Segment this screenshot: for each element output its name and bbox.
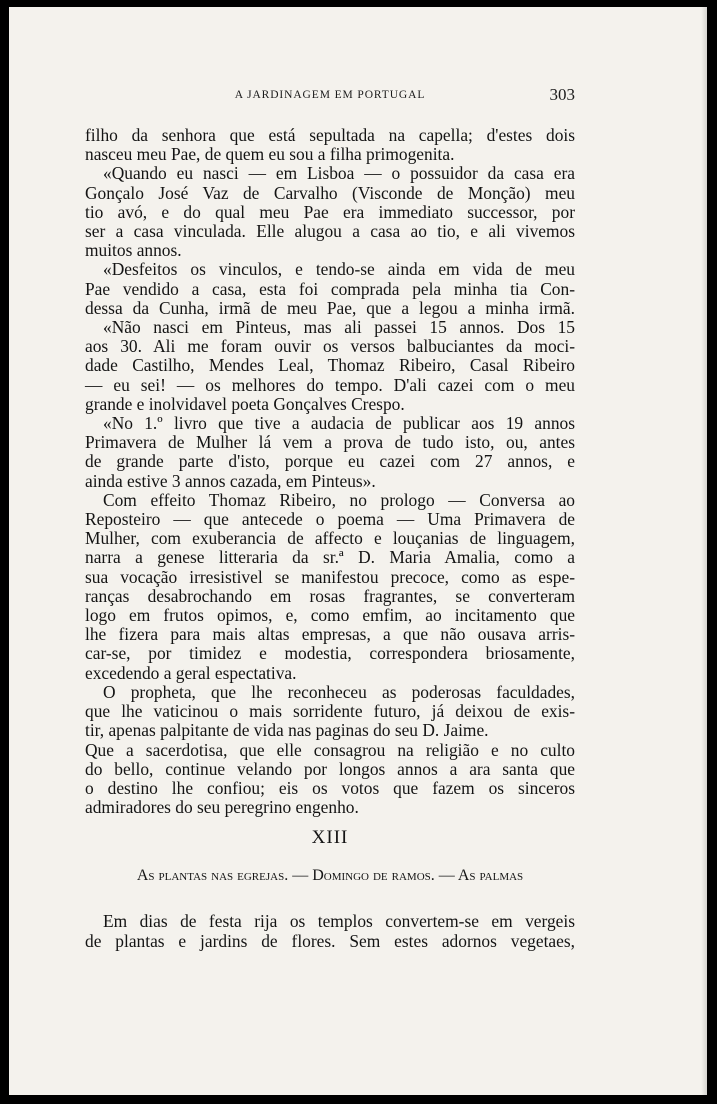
text-line: sua vocação irresistivel se manifestou precoce, como as espe-	[85, 566, 575, 587]
text-line: ser a casa vinculada. Elle alugou a casa ao tio, e ali vivemos	[85, 221, 575, 242]
text-line: dessa da Cunha, irmã de meu Pae, que a legou a minha irmã.	[85, 297, 575, 318]
text-line: lhe fizera para mais altas empresas, a que não ousava arris-	[85, 624, 575, 645]
text-line: ainda estive 3 annos cazada, em Pinteus».	[85, 470, 376, 491]
text-line: excedendo a geral espectativa.	[85, 662, 297, 683]
text-line: aos 30. Ali me foram ouvir os versos balbuciantes da moci-	[85, 336, 575, 357]
text-line: «Quando eu nasci — em Lisboa — o possuidor da casa era	[103, 163, 575, 184]
text-line: do bello, continue velando por longos annos a ara santa que	[85, 758, 575, 779]
text-line: logo em frutos opimos, e, como emfim, ao incitamento que	[85, 605, 575, 626]
text-line: dade Castilho, Mendes Leal, Thomaz Ribeiro, Casal Ribeiro	[85, 355, 575, 376]
text-line: tir, apenas palpitante de vida nas paginas do seu D. Jaime.	[85, 720, 489, 741]
section-heading: As plantas nas egrejas. — Domingo de ramos. — As palmas	[136, 867, 524, 884]
text-line: narra a genese litteraria da sr.ª D. Maria Amalia, como a	[85, 547, 575, 568]
text-line: Primavera de Mulher lá vem a prova de tudo isto, ou, antes	[85, 432, 575, 453]
running-head	[85, 85, 575, 111]
text-line: Pae vendido a casa, esta foi comprada pela minha tia Con-	[85, 278, 575, 299]
text-line: nasceu meu Pae, de quem eu sou a filha primogenita.	[85, 144, 455, 165]
text-line: «No 1.º livro que tive a audacia de publicar aos 19 annos	[103, 413, 575, 434]
text-line: Com effeito Thomaz Ribeiro, no prologo — Conversa ao	[103, 489, 575, 510]
text-line: Que a sacerdotisa, que elle consagrou na religião e no culto	[85, 739, 575, 760]
text-line: Mulher, com exuberancia de affecto e louçanias de linguagem,	[85, 528, 575, 549]
text-line: Reposteiro — que antecede o poema — Uma Primavera de	[85, 509, 575, 530]
text-line: Gonçalo José Vaz de Carvalho (Visconde de Monção) meu	[85, 182, 575, 203]
text-line: — eu sei! — os melhores do tempo. D'ali cazei com o meu	[85, 374, 575, 395]
running-title: A JARDINAGEM EM PORTUGAL	[234, 89, 426, 101]
section-number: XIII	[311, 827, 349, 848]
body-text	[85, 126, 575, 817]
book-page	[9, 7, 707, 1095]
text-line: de plantas e jardins de flores. Sem estes adornos vegetaes,	[85, 930, 575, 951]
page-edge-shadow	[701, 7, 707, 1095]
text-line: grande e inolvidavel poeta Gonçalves Crespo.	[85, 393, 405, 414]
text-line: filho da senhora que está sepultada na capella; d'estes dois	[85, 125, 575, 145]
section-body	[85, 912, 575, 952]
text-line: Em dias de festa rija os templos convertem-se em vergeis	[103, 911, 575, 931]
text-line: ranças desabrochando em rosas fragrantes, se converteram	[85, 585, 575, 606]
text-line: que lhe vaticinou o mais sorridente futuro, já deixou de exis-	[85, 701, 575, 722]
text-line: muitos annos.	[85, 240, 182, 261]
text-line: car-se, por timidez e modestia, correspondera briosamente,	[85, 643, 575, 664]
text-line: «Não nasci em Pinteus, mas ali passei 15 annos. Dos 15	[103, 317, 575, 338]
text-line: tio avó, e do qual meu Pae era immediato successor, por	[85, 201, 575, 222]
page-number: 303	[549, 85, 575, 104]
text-line: O propheta, que lhe reconheceu as poderosas faculdades,	[103, 681, 575, 702]
text-line: «Desfeitos os vinculos, e tendo-se ainda em vida de meu	[103, 259, 575, 280]
text-line: o destino lhe confiou; eis os votos que fazem os sinceros	[85, 777, 575, 798]
text-line: de grande parte d'isto, porque eu cazei com 27 annos, e	[85, 451, 575, 472]
text-line: admiradores do seu peregrino engenho.	[85, 797, 359, 818]
